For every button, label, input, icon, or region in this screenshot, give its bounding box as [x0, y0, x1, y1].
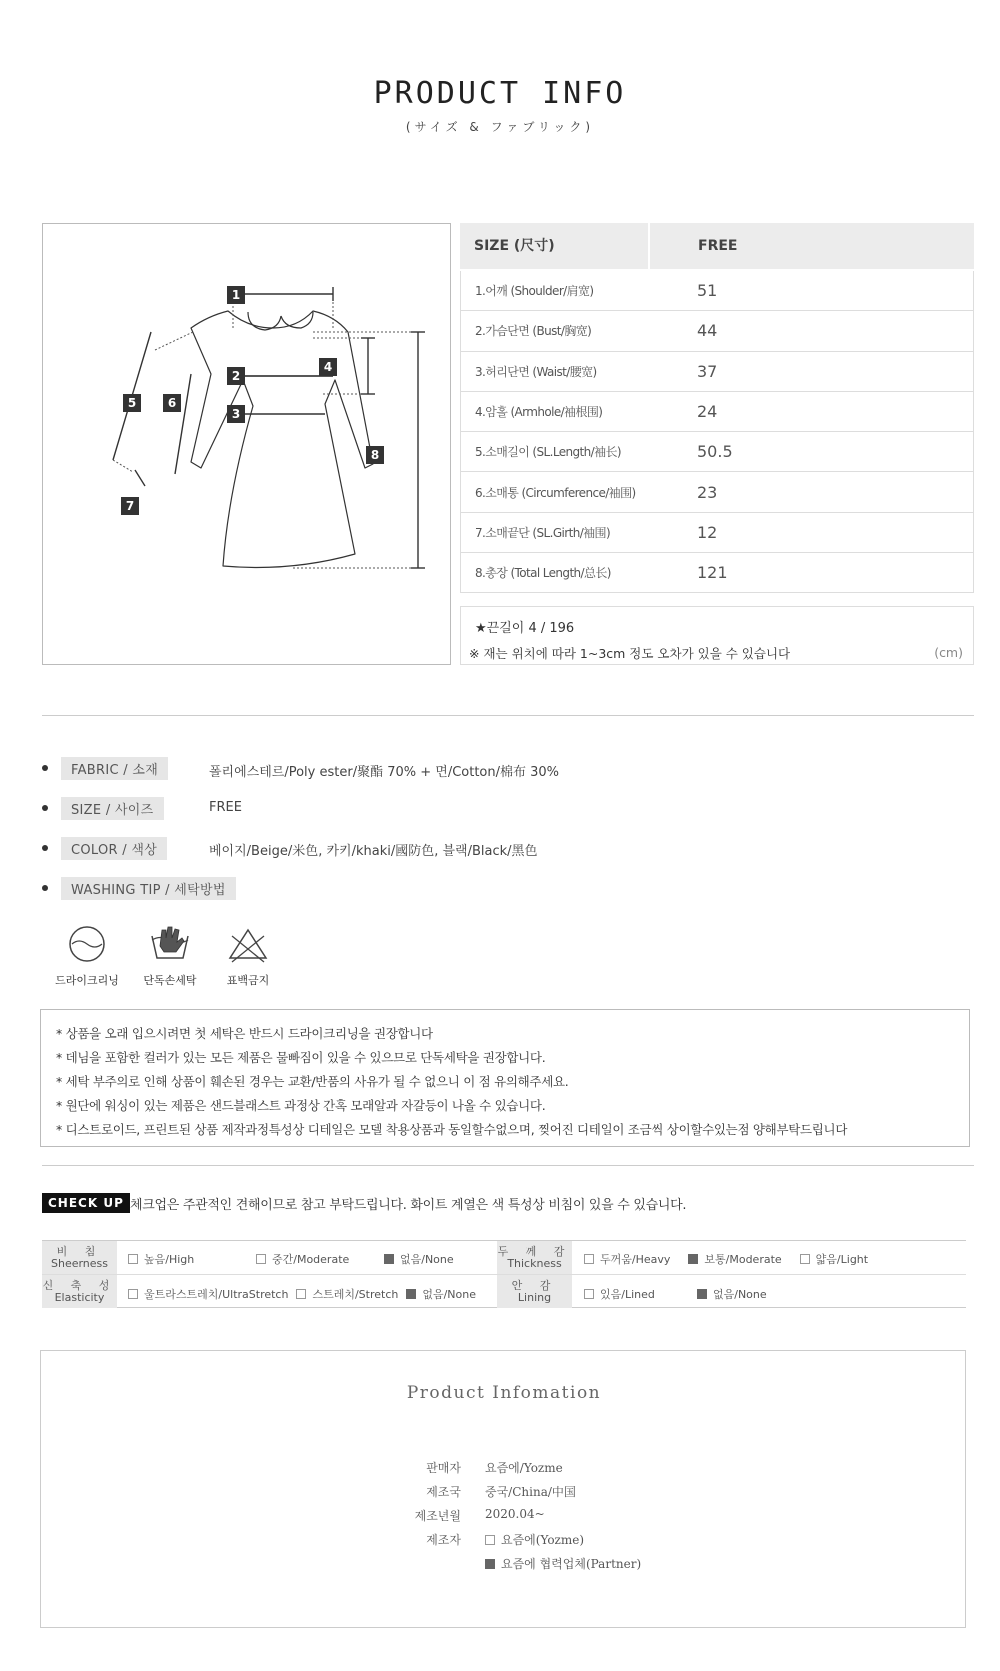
spec-size	[42, 797, 164, 819]
table-row	[460, 271, 974, 311]
dryclean-icon	[67, 924, 107, 964]
checkbox-checked-icon	[688, 1254, 698, 1264]
seller-value: 요즘에/Yozme	[485, 1461, 563, 1475]
no-bleach-icon	[226, 924, 270, 964]
care-notice-box	[40, 1009, 970, 1147]
sheerness-option[interactable]: 중간/Moderate	[256, 1251, 366, 1267]
checkbox-icon	[800, 1254, 810, 1264]
checkbox-icon	[485, 1535, 495, 1545]
measurement-error-note: ※ 재는 위치에 따라 1~3cm 정도 오차가 있을 수 있습니다	[469, 646, 791, 661]
size-note-box	[460, 606, 974, 665]
table-row	[460, 553, 974, 593]
fabric-value: 폴리에스테르/Poly ester/聚酯 70% + 면/Cotton/棉布 30%	[209, 765, 560, 780]
dryclean-item	[52, 924, 122, 988]
checkbox-icon	[256, 1254, 266, 1264]
color-label: COLOR / 색상	[61, 837, 167, 860]
marker-4: 4	[319, 358, 337, 376]
product-information-box	[40, 1350, 966, 1628]
measure-label: 5.소매길이 (SL.Length/袖长)	[475, 445, 621, 460]
handwash-item	[135, 924, 205, 988]
elasticity-option[interactable]: 울트라스트레치/UltraStretch	[128, 1286, 288, 1302]
notice-line: * 세탁 부주의로 인해 상품이 훼손된 경우는 교환/반품의 사유가 될 수 없으니 이 점 유의해주세요.	[56, 1074, 569, 1089]
nobleach-label: 표백금지	[226, 974, 270, 987]
marker-7: 7	[121, 497, 139, 515]
dryclean-label: 드라이크리닝	[55, 974, 119, 987]
table-row	[460, 513, 974, 553]
elasticity-options	[128, 1286, 494, 1302]
size-header-value: FREE	[698, 238, 738, 254]
notice-line: * 상품을 오래 입으시려면 첫 세탁은 반드시 드라이크리닝을 권장합니다	[56, 1026, 433, 1041]
thickness-options	[584, 1251, 886, 1267]
checkbox-checked-icon	[485, 1559, 495, 1569]
seller-key: 판매자	[426, 1461, 461, 1475]
size-label: SIZE / 사이즈	[61, 797, 164, 820]
marker-3: 3	[227, 405, 245, 423]
measure-label: 4.암홀 (Armhole/袖根围)	[475, 405, 603, 420]
checkup-badge: CHECK UP	[42, 1193, 130, 1213]
bullet-icon	[42, 805, 48, 811]
sheerness-option[interactable]: 높음/High	[128, 1251, 238, 1267]
measure-value: 23	[697, 482, 718, 502]
elasticity-label: 신 축 성 Elasticity	[42, 1275, 117, 1308]
sheerness-options	[128, 1251, 472, 1267]
measure-value: 51	[697, 281, 718, 301]
product-info-title: Product Infomation	[406, 1383, 602, 1403]
maker-key: 제조자	[426, 1533, 461, 1547]
notice-line: * 원단에 워싱이 있는 제품은 샌드블래스트 과정상 간혹 모래알과 자갈등이 나올 수 있습니다.	[56, 1098, 546, 1113]
table-row	[460, 311, 974, 351]
maker-option-2-selected[interactable]: 요즘에 협력업체(Partner)	[485, 1555, 641, 1572]
checkbox-checked-icon	[697, 1289, 707, 1299]
sheerness-label: 비 침 Sheerness	[42, 1241, 117, 1274]
divider	[42, 1165, 974, 1166]
table-row	[460, 392, 974, 432]
washing-label: WASHING TIP / 세탁방법	[61, 877, 236, 900]
checkbox-icon	[296, 1289, 306, 1299]
bullet-icon	[42, 885, 48, 891]
date-value: 2020.04~	[485, 1507, 545, 1521]
measure-label: 8.총장 (Total Length/总长)	[475, 566, 611, 581]
table-row	[460, 472, 974, 512]
checkbox-checked-icon	[406, 1289, 416, 1299]
date-key: 제조년월	[414, 1509, 461, 1523]
measure-label: 7.소매끝단 (SL.Girth/袖围)	[475, 525, 611, 540]
divider	[42, 715, 974, 716]
checkbox-icon	[584, 1254, 594, 1264]
measure-label: 3.허리단면 (Waist/腰宽)	[475, 364, 597, 379]
spec-washing	[42, 877, 236, 899]
checkbox-checked-icon	[384, 1254, 394, 1264]
marker-2: 2	[227, 367, 245, 385]
marker-6: 6	[163, 394, 181, 412]
size-diagram	[42, 223, 451, 665]
measure-value: 12	[697, 522, 718, 542]
spec-color	[42, 837, 167, 859]
lining-options	[584, 1286, 785, 1302]
page-title: PRODUCT INFO	[373, 76, 627, 111]
checkbox-icon	[128, 1289, 138, 1299]
checkbox-icon	[128, 1254, 138, 1264]
marker-5: 5	[123, 394, 141, 412]
table-row	[460, 352, 974, 392]
table-row	[460, 432, 974, 472]
checkup-table	[42, 1240, 966, 1308]
thickness-option-selected[interactable]: 보통/Moderate	[688, 1251, 781, 1267]
spec-fabric	[42, 757, 168, 779]
maker-option-1[interactable]: 요즘에(Yozme)	[485, 1531, 584, 1548]
nobleach-item	[213, 924, 283, 988]
measure-value: 121	[697, 563, 728, 583]
lining-label: 안 감 Lining	[497, 1275, 572, 1308]
handwash-icon	[148, 924, 192, 964]
notice-line: * 데님을 포함한 컬러가 있는 모든 제품은 물빠짐이 있을 수 있으므로 단독세탁을 권장합니다.	[56, 1050, 546, 1065]
country-value: 중국/China/中国	[485, 1485, 576, 1499]
elasticity-option-selected[interactable]: 없음/None	[406, 1286, 476, 1302]
page-subtitle: (サイズ & ファブリック)	[405, 120, 595, 134]
measure-value: 24	[697, 402, 718, 422]
sheerness-option-selected[interactable]: 없음/None	[384, 1251, 454, 1267]
measure-value: 44	[697, 321, 718, 341]
color-value: 베이지/Beige/米色, 카키/khaki/國防色, 블랙/Black/黑色	[209, 844, 538, 859]
checkup-description: 체크업은 주관적인 견해이므로 참고 부탁드립니다. 화이트 계열은 색 특성상 비침이 있을 수 있습니다.	[130, 1198, 687, 1213]
lining-option[interactable]: 있음/Lined	[584, 1286, 679, 1302]
marker-1: 1	[227, 286, 245, 304]
fabric-label: FABRIC / 소재	[61, 757, 168, 780]
handwash-label: 단독손세탁	[143, 974, 197, 987]
thickness-option[interactable]: 두꺼움/Heavy	[584, 1251, 670, 1267]
elasticity-option[interactable]: 스트레치/Stretch	[296, 1286, 398, 1302]
unit-label: (cm)	[934, 645, 963, 660]
size-value: FREE	[209, 800, 242, 815]
thickness-option[interactable]: 얇음/Light	[800, 1251, 868, 1267]
size-table	[460, 223, 974, 593]
size-table-header	[460, 223, 974, 271]
marker-8: 8	[366, 446, 384, 464]
measure-value: 37	[697, 361, 718, 381]
measure-label: 2.가슴단면 (Bust/胸宽)	[475, 324, 592, 339]
bullet-icon	[42, 765, 48, 771]
lining-option-selected[interactable]: 없음/None	[697, 1286, 767, 1302]
dress-illustration	[43, 224, 452, 666]
measure-value: 50.5	[697, 442, 733, 462]
checkbox-icon	[584, 1289, 594, 1299]
thickness-label: 두 께 감 Thickness	[497, 1241, 572, 1274]
notice-line: * 디스트로이드, 프린트된 상품 제작과정특성상 디테일은 모델 착용상품과 동일할수없으며, 찢어진 디테일이 조금씩 상이할수있는점 양해부탁드립니다	[56, 1122, 848, 1137]
bullet-icon	[42, 845, 48, 851]
measure-label: 6.소매통 (Circumference/袖围)	[475, 485, 636, 500]
strap-length-note: ★끈길이 4 / 196	[475, 621, 575, 636]
measure-label: 1.어깨 (Shoulder/肩宽)	[475, 284, 594, 299]
size-header-label: SIZE (尺寸)	[460, 222, 650, 270]
country-key: 제조국	[426, 1485, 461, 1499]
